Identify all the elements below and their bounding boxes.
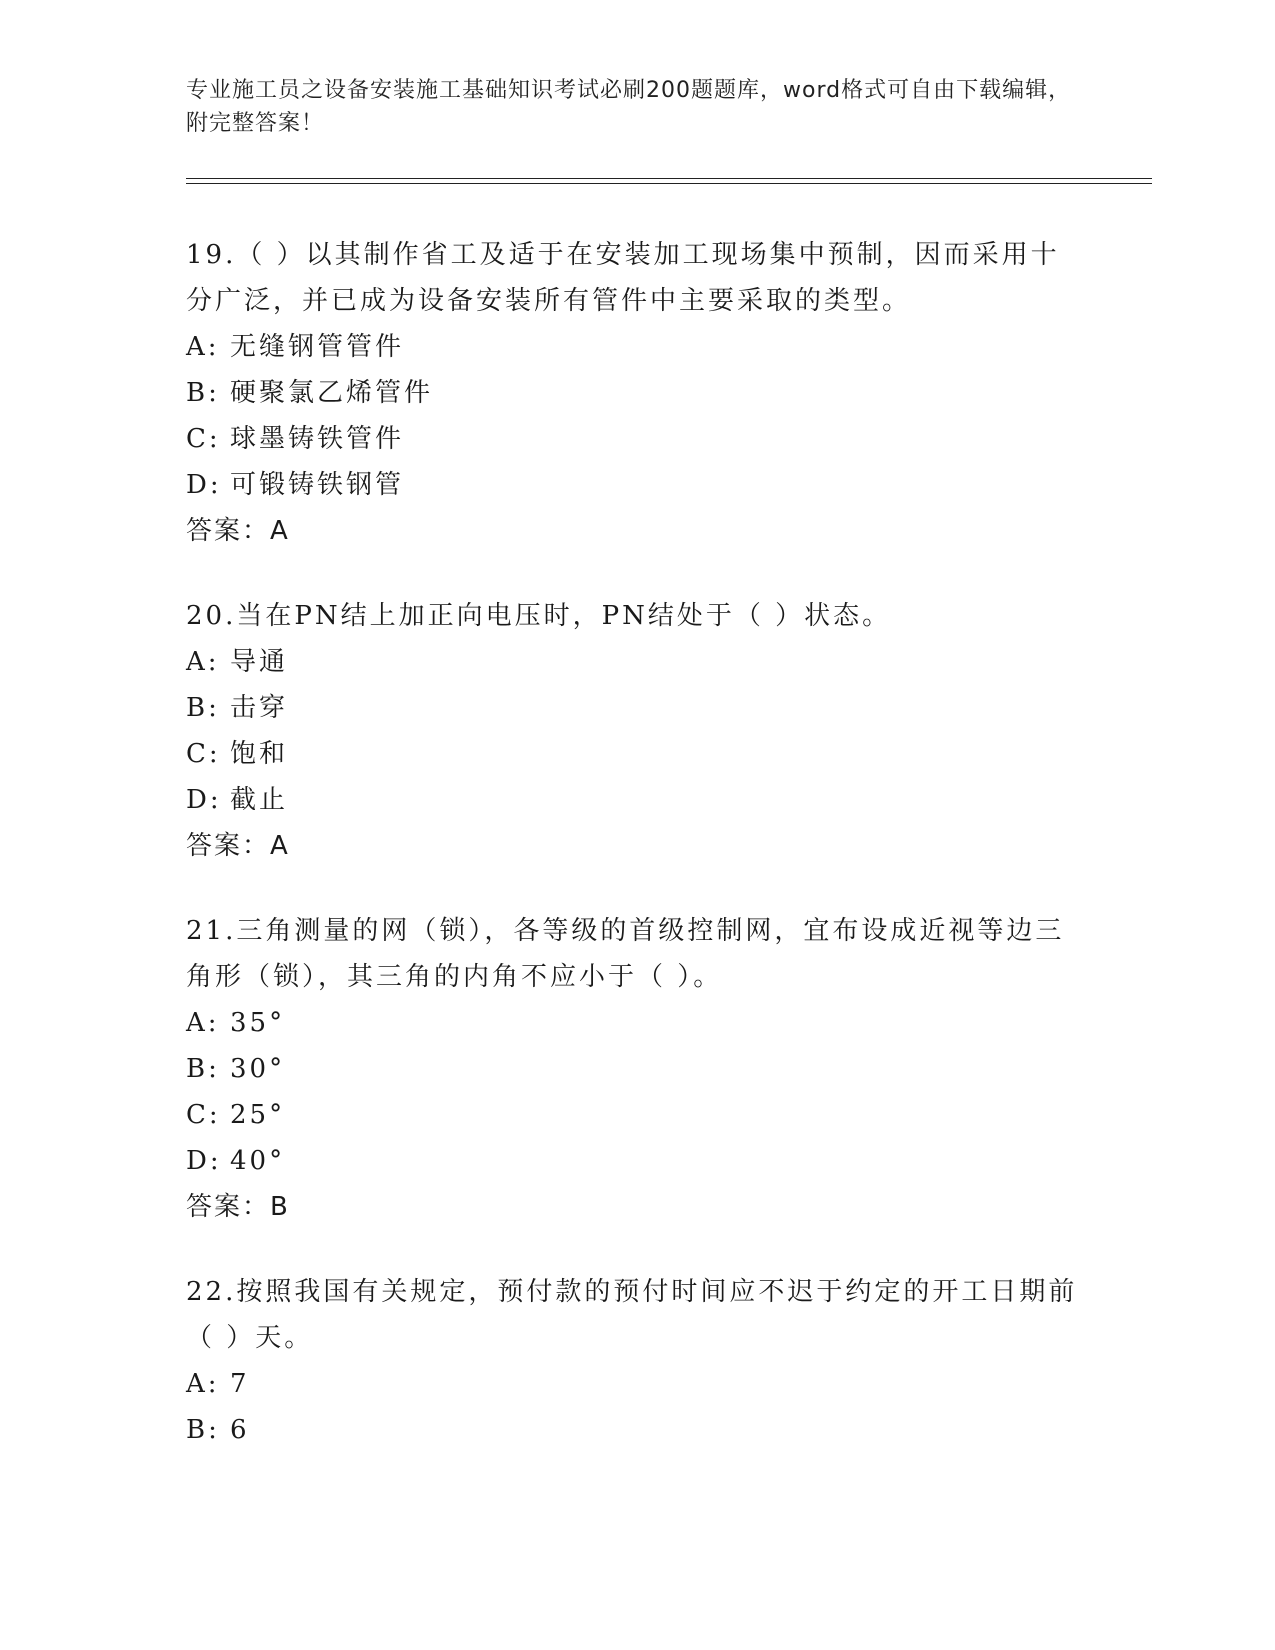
question-20 (186, 593, 1086, 869)
option-text: 击穿 (230, 693, 289, 723)
option-text: 导通 (230, 647, 289, 677)
option-a (186, 1000, 1086, 1046)
question-19 (186, 232, 1086, 554)
question-text: 20.当在PN结上加正向电压时，PN结处于（ ）状态。 (186, 601, 892, 631)
question-22 (186, 1269, 1086, 1453)
option-d (186, 1138, 1086, 1184)
option-c (186, 416, 1086, 462)
option-text: 40° (230, 1146, 286, 1176)
option-letter: B: (186, 1054, 220, 1084)
option-letter: B: (186, 1415, 220, 1445)
question-21 (186, 908, 1086, 1230)
option-text: 6 (230, 1415, 250, 1445)
option-letter: C: (186, 739, 221, 769)
option-letter: D: (186, 1146, 222, 1176)
option-d (186, 462, 1086, 508)
option-letter: A: (186, 1369, 220, 1399)
question-text: 19.（ ）以其制作省工及适于在安装加工现场集中预制，因而采用十分广泛，并已成为设备安装所有管件中主要采取的类型。 (186, 240, 1060, 316)
question-list (186, 232, 1086, 1492)
option-c (186, 731, 1086, 777)
header-divider-top (186, 178, 1152, 179)
option-text: 可锻铸铁钢管 (230, 470, 405, 500)
option-text: 截止 (230, 785, 289, 815)
option-b (186, 1046, 1086, 1092)
option-letter: D: (186, 785, 222, 815)
option-text: 30° (230, 1054, 286, 1084)
option-text: 硬聚氯乙烯管件 (230, 378, 434, 408)
answer-line: 答案：A (186, 831, 290, 861)
option-letter: A: (186, 332, 220, 362)
question-text: 22.按照我国有关规定，预付款的预付时间应不迟于约定的开工日期前（ ）天。 (186, 1277, 1078, 1353)
option-letter: D: (186, 470, 222, 500)
header-divider-bottom (186, 183, 1152, 184)
option-text: 7 (230, 1369, 250, 1399)
option-c (186, 1092, 1086, 1138)
option-a (186, 1361, 1086, 1407)
option-letter: A: (186, 647, 220, 677)
answer-line: 答案：A (186, 516, 290, 546)
option-d (186, 777, 1086, 823)
option-b (186, 685, 1086, 731)
answer-line: 答案：B (186, 1192, 290, 1222)
option-text: 无缝钢管管件 (230, 332, 405, 362)
option-letter: B: (186, 378, 220, 408)
option-letter: C: (186, 424, 221, 454)
document-header-title: 专业施工员之设备安装施工基础知识考试必刷200题题库，word格式可自由下载编辑，附完整答案！ (186, 78, 1072, 136)
option-a (186, 324, 1086, 370)
option-letter: C: (186, 1100, 221, 1130)
option-b (186, 1407, 1086, 1453)
option-letter: B: (186, 693, 220, 723)
option-text: 35° (230, 1008, 286, 1038)
question-text: 21.三角测量的网（锁），各等级的首级控制网，宜布设成近视等边三角形（锁），其三角的内角不应小于（ ）。 (186, 916, 1065, 992)
option-b (186, 370, 1086, 416)
option-text: 25° (230, 1100, 286, 1130)
option-text: 球墨铸铁管件 (230, 424, 405, 454)
option-text: 饱和 (230, 739, 289, 769)
option-a (186, 639, 1086, 685)
option-letter: A: (186, 1008, 220, 1038)
